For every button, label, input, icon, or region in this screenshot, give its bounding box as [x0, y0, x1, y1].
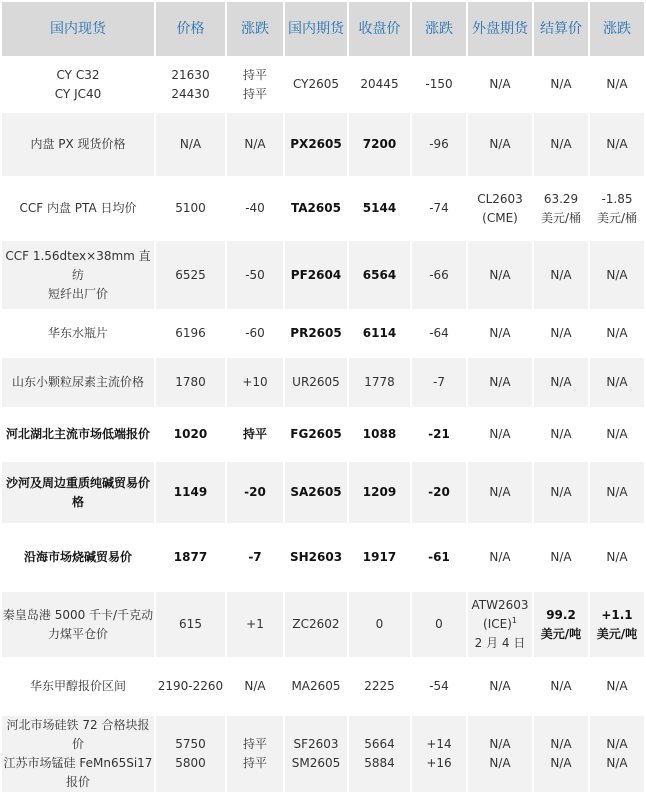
- foreign-change-cell: [590, 659, 644, 714]
- close-price-cell: [349, 592, 410, 657]
- close-price-cell: [349, 409, 410, 460]
- cell-line: +1: [246, 617, 264, 631]
- spot-name-cell: [2, 58, 154, 111]
- cell-line: 沙河及周边重质纯碱贸易价格: [5, 475, 150, 509]
- cell-line: N/A: [489, 427, 511, 441]
- cell-line: 7200: [362, 137, 397, 151]
- cell-line: 21630: [171, 67, 210, 82]
- cell-line: ATW2603: [471, 598, 529, 612]
- cell-line: 5100: [175, 201, 206, 215]
- spot-price-cell: [156, 311, 225, 356]
- futures-code-cell: [285, 311, 347, 356]
- spot-price-cell: [156, 113, 225, 176]
- futures-code-cell: [285, 409, 347, 460]
- spot-change-cell: [227, 358, 283, 407]
- cell-line: -150: [425, 77, 453, 91]
- spot-change-cell: [227, 178, 283, 239]
- cell-line: -66: [429, 267, 449, 282]
- cell-line: +10: [242, 375, 268, 389]
- cell-line: 5800: [175, 756, 206, 770]
- cell-line: N/A: [606, 267, 628, 282]
- cell-line: 20445: [360, 77, 399, 91]
- cell-line: N/A: [244, 137, 266, 151]
- spot-price-cell: [156, 592, 225, 657]
- settle-price-cell: [534, 659, 588, 714]
- cell-line: 内盘 PX 现货价格: [30, 137, 126, 151]
- futures-change-cell: [412, 592, 466, 657]
- cell-line: N/A: [550, 756, 572, 770]
- header-settle-price: 结算价: [534, 2, 588, 56]
- cell-line: CY2605: [292, 77, 340, 91]
- foreign-futures-cell: [468, 58, 532, 111]
- header-futures-change: 涨跌: [412, 2, 466, 56]
- close-price-cell: [349, 178, 410, 239]
- cell-line: N/A: [606, 737, 628, 751]
- table-row: [2, 311, 644, 356]
- foreign-change-cell: [590, 241, 644, 309]
- cell-line: N/A: [550, 326, 572, 340]
- spot-price-cell: [156, 659, 225, 714]
- foreign-futures-cell: [468, 592, 532, 657]
- cell-line: N/A: [489, 550, 511, 564]
- spot-name-cell: [2, 659, 154, 714]
- cell-line: CY JC40: [54, 86, 102, 101]
- foreign-futures-cell: [468, 113, 532, 176]
- cell-line: +1.1: [601, 607, 633, 622]
- futures-code-cell: [285, 659, 347, 714]
- futures-code-cell: [285, 178, 347, 239]
- cell-line: N/A: [606, 756, 628, 770]
- cell-line: TA2605: [291, 201, 341, 215]
- cell-line: N/A: [550, 77, 572, 91]
- futures-change-cell: [412, 113, 466, 176]
- foreign-futures-cell: [468, 409, 532, 460]
- header-row: [2, 2, 644, 56]
- cell-line: (CME): [482, 210, 518, 225]
- foreign-change-cell: [590, 58, 644, 111]
- spot-name-cell: [2, 178, 154, 239]
- cell-line: -1.85: [601, 191, 633, 206]
- cell-line: -50: [245, 267, 265, 282]
- spot-name-cell: [2, 409, 154, 460]
- cell-line: 沿海市场烧碱贸易价: [23, 550, 132, 564]
- cell-line: CY C32: [56, 67, 100, 82]
- cell-line: N/A: [550, 550, 572, 564]
- settle-price-cell: [534, 409, 588, 460]
- foreign-change-cell: [590, 113, 644, 176]
- cell-line: MA2605: [291, 679, 341, 693]
- settle-price-cell: [534, 58, 588, 111]
- cell-line: 99.2: [546, 607, 576, 622]
- cell-line: FG2605: [290, 427, 342, 441]
- cell-line: SH2603: [289, 550, 343, 564]
- cell-line: N/A: [606, 427, 628, 441]
- foreign-futures-cell: [468, 178, 532, 239]
- futures-code-cell: [285, 241, 347, 309]
- cell-line: N/A: [489, 137, 511, 151]
- spot-change-cell: [227, 409, 283, 460]
- foreign-change-cell: [590, 462, 644, 523]
- cell-line: 1780: [175, 375, 206, 389]
- close-price-cell: [349, 241, 410, 309]
- spot-name-cell: [2, 462, 154, 523]
- cell-line: N/A: [550, 737, 572, 751]
- cell-line: 63.29: [543, 191, 579, 206]
- futures-code-cell: [285, 592, 347, 657]
- table-row: [2, 525, 644, 590]
- table-row: [2, 358, 644, 407]
- spot-name-cell: [2, 113, 154, 176]
- close-price-cell: [349, 659, 410, 714]
- spot-change-cell: [227, 462, 283, 523]
- cell-line: 报价: [65, 775, 90, 789]
- close-price-cell: [349, 113, 410, 176]
- futures-change-cell: [412, 659, 466, 714]
- futures-change-cell: [412, 178, 466, 239]
- settle-price-cell: [534, 716, 588, 792]
- cell-line: 1917: [362, 550, 397, 564]
- cell-line: -21: [428, 427, 450, 441]
- foreign-futures-cell: [468, 311, 532, 356]
- cell-line: N/A: [489, 737, 511, 751]
- spot-change-cell: [227, 525, 283, 590]
- cell-line: CL2603: [477, 191, 523, 206]
- cell-line: PR2605: [290, 326, 342, 340]
- foreign-futures-cell: [468, 525, 532, 590]
- spot-change-cell: [227, 113, 283, 176]
- spot-change-cell: [227, 241, 283, 309]
- cell-line: N/A: [489, 679, 511, 693]
- cell-line: 615: [179, 617, 202, 631]
- cell-line: N/A: [606, 485, 628, 499]
- cell-line: 美元/吨: [596, 626, 638, 641]
- cell-line: 美元/桶: [596, 210, 638, 225]
- table-row: [2, 659, 644, 714]
- cell-line: N/A: [489, 77, 511, 91]
- cell-line: -20: [244, 485, 266, 499]
- cell-line: 华东水瓶片: [47, 326, 108, 340]
- cell-line: 持平: [242, 86, 267, 101]
- table-body: [2, 58, 644, 792]
- cell-line: N/A: [550, 427, 572, 441]
- cell-line: 24430: [171, 86, 210, 101]
- cell-line: 6114: [362, 326, 397, 340]
- cell-line: (ICE)$^1$: [483, 616, 517, 631]
- cell-line: N/A: [550, 375, 572, 389]
- cell-line: N/A: [550, 267, 572, 282]
- cell-line: 1088: [362, 427, 397, 441]
- cell-line: 华东甲醇报价区间: [29, 679, 126, 693]
- header-foreign-futures: 外盘期货: [468, 2, 532, 56]
- spot-change-cell: [227, 592, 283, 657]
- cell-line: PF2604: [290, 267, 342, 282]
- foreign-futures-cell: [468, 659, 532, 714]
- futures-change-cell: [412, 241, 466, 309]
- spot-name-cell: [2, 311, 154, 356]
- table-row: [2, 241, 644, 309]
- cell-line: N/A: [489, 756, 511, 770]
- cell-line: 持平: [242, 756, 267, 770]
- cell-line: N/A: [550, 485, 572, 499]
- spot-name-cell: [2, 358, 154, 407]
- spot-price-cell: [156, 462, 225, 523]
- header-foreign-change: 涨跌: [590, 2, 644, 56]
- header-domestic-futures: 国内期货: [285, 2, 347, 56]
- cell-line: 5884: [364, 756, 395, 770]
- close-price-cell: [349, 58, 410, 111]
- cell-line: N/A: [244, 679, 266, 693]
- settle-price-cell: [534, 178, 588, 239]
- cell-line: N/A: [606, 550, 628, 564]
- settle-price-cell: [534, 113, 588, 176]
- header-price: 价格: [156, 2, 225, 56]
- cell-line: +16: [426, 756, 452, 770]
- foreign-change-cell: [590, 592, 644, 657]
- spot-price-cell: [156, 58, 225, 111]
- spot-name-cell: [2, 716, 154, 792]
- cell-line: 河北市场硅铁 72 合格块报价: [6, 718, 150, 751]
- cell-line: 2190-2260: [157, 679, 224, 693]
- spot-name-cell: [2, 241, 154, 309]
- futures-change-cell: [412, 409, 466, 460]
- cell-line: -40: [245, 201, 265, 215]
- cell-line: 1778: [364, 375, 395, 389]
- futures-change-cell: [412, 58, 466, 111]
- settle-price-cell: [534, 592, 588, 657]
- futures-change-cell: [412, 358, 466, 407]
- foreign-futures-cell: [468, 462, 532, 523]
- foreign-change-cell: [590, 311, 644, 356]
- spot-name-cell: [2, 525, 154, 590]
- cell-line: N/A: [606, 375, 628, 389]
- cell-line: ZC2602: [292, 617, 340, 631]
- cell-line: -61: [428, 550, 450, 564]
- spot-change-cell: [227, 716, 283, 792]
- cell-line: 短纤出厂价: [47, 286, 108, 301]
- cell-line: CCF 1.56dtex×38mm 直纺: [5, 248, 151, 282]
- spot-price-cell: [156, 358, 225, 407]
- settle-price-cell: [534, 311, 588, 356]
- close-price-cell: [349, 358, 410, 407]
- spot-change-cell: [227, 311, 283, 356]
- table-row: [2, 113, 644, 176]
- cell-line: N/A: [489, 375, 511, 389]
- footnote-marker: 1: [511, 616, 517, 625]
- table-row: [2, 409, 644, 460]
- settle-price-cell: [534, 358, 588, 407]
- table-row: [2, 58, 644, 111]
- header-close-price: 收盘价: [349, 2, 410, 56]
- cell-line: 1149: [173, 485, 208, 499]
- header-change: 涨跌: [227, 2, 283, 56]
- spot-price-cell: [156, 409, 225, 460]
- futures-code-cell: [285, 525, 347, 590]
- futures-code-cell: [285, 358, 347, 407]
- settle-price-cell: [534, 241, 588, 309]
- cell-line: -7: [248, 550, 262, 564]
- cell-line: 1877: [173, 550, 208, 564]
- foreign-change-cell: [590, 358, 644, 407]
- cell-line: 6564: [362, 267, 397, 282]
- cell-line: N/A: [489, 326, 511, 340]
- cell-line: N/A: [550, 137, 572, 151]
- cell-line: N/A: [489, 267, 511, 282]
- cell-line: N/A: [550, 679, 572, 693]
- cell-line: 美元/吨: [540, 626, 582, 641]
- spot-name-cell: [2, 592, 154, 657]
- cell-line: N/A: [606, 679, 628, 693]
- cell-line: 1020: [173, 427, 208, 441]
- cell-line: 美元/桶: [540, 210, 582, 225]
- futures-code-cell: [285, 58, 347, 111]
- futures-change-cell: [412, 311, 466, 356]
- foreign-futures-cell: [468, 358, 532, 407]
- cell-line: 0: [375, 617, 384, 631]
- cell-line: 5144: [362, 201, 397, 215]
- cell-line: -74: [429, 201, 449, 215]
- cell-line: +14: [426, 737, 452, 751]
- cell-line: 1209: [362, 485, 397, 499]
- futures-change-cell: [412, 525, 466, 590]
- cell-line: 2 月 4 日: [474, 636, 526, 650]
- close-price-cell: [349, 311, 410, 356]
- cell-line: 力煤平仓价: [47, 626, 108, 641]
- cell-line: -60: [245, 326, 265, 340]
- cell-line: N/A: [606, 326, 628, 340]
- settle-price-cell: [534, 525, 588, 590]
- futures-change-cell: [412, 716, 466, 792]
- cell-line: PX2605: [290, 137, 342, 151]
- cell-line: CCF 内盘 PTA 日均价: [19, 201, 137, 215]
- spot-price-cell: [156, 716, 225, 792]
- table-row: [2, 178, 644, 239]
- cell-line: -64: [429, 326, 449, 340]
- spot-price-cell: [156, 178, 225, 239]
- table-row: [2, 592, 644, 657]
- header-domestic-spot: 国内现货: [2, 2, 154, 56]
- spot-change-cell: [227, 659, 283, 714]
- futures-code-cell: [285, 462, 347, 523]
- cell-line: N/A: [606, 137, 628, 151]
- cell-line: 6196: [175, 326, 206, 340]
- spot-change-cell: [227, 58, 283, 111]
- cell-line: N/A: [606, 77, 628, 91]
- close-price-cell: [349, 716, 410, 792]
- spot-price-cell: [156, 525, 225, 590]
- cell-line: 5750: [175, 737, 206, 751]
- cell-line: 山东小颗粒尿素主流价格: [11, 375, 144, 389]
- cell-line: -20: [428, 485, 450, 499]
- cell-line: UR2605: [292, 375, 340, 389]
- foreign-change-cell: [590, 716, 644, 792]
- cell-line: 秦皇岛港 5000 千卡/千克动: [2, 607, 154, 622]
- foreign-futures-cell: [468, 716, 532, 792]
- foreign-change-cell: [590, 409, 644, 460]
- futures-code-cell: [285, 113, 347, 176]
- settle-price-cell: [534, 462, 588, 523]
- cell-line: 0: [435, 617, 443, 631]
- cell-line: 持平: [242, 67, 267, 82]
- table-row: [2, 462, 644, 523]
- cell-line: 2225: [364, 679, 395, 693]
- cell-line: N/A: [489, 485, 511, 499]
- foreign-change-cell: [590, 525, 644, 590]
- cell-line: 持平: [242, 737, 267, 751]
- close-price-cell: [349, 525, 410, 590]
- cell-line: 6525: [175, 267, 206, 282]
- table-row: [2, 716, 644, 792]
- cell-line: 江苏市场锰硅 FeMn65Si17: [3, 756, 153, 770]
- cell-line: -96: [429, 137, 449, 151]
- close-price-cell: [349, 462, 410, 523]
- cell-line: 持平: [242, 427, 267, 441]
- cell-line: SA2605: [290, 485, 342, 499]
- cell-line: SF2603: [293, 737, 339, 751]
- foreign-change-cell: [590, 178, 644, 239]
- cell-line: 5664: [364, 737, 395, 751]
- futures-change-cell: [412, 462, 466, 523]
- cell-line: N/A: [179, 137, 202, 151]
- spot-price-cell: [156, 241, 225, 309]
- futures-code-cell: [285, 716, 347, 792]
- cell-line: 河北湖北主流市场低端报价: [5, 427, 150, 441]
- foreign-futures-cell: [468, 241, 532, 309]
- cell-line: SM2605: [291, 756, 341, 770]
- cell-line: -54: [429, 679, 449, 693]
- cell-line: -7: [433, 375, 445, 389]
